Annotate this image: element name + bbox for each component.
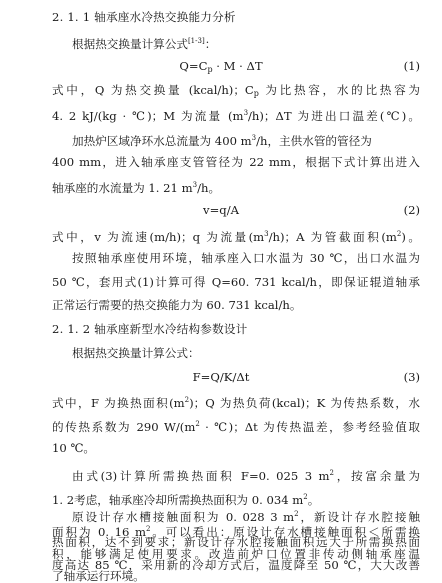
text: /h)；A 为管截面积(m bbox=[268, 230, 397, 244]
subscript: p bbox=[253, 89, 259, 98]
paragraph-line bbox=[72, 127, 442, 149]
paragraph-line bbox=[52, 271, 420, 293]
text: 50 ℃，套用式(1)计算可得 Q=60. 731 kcal/h，即保证辊道轴承 bbox=[52, 275, 420, 289]
equation-3 bbox=[0, 366, 442, 388]
section-heading-2-1-2 bbox=[52, 318, 442, 340]
text: 由式(3)计算所需换热面积 F=0. 025 3 m bbox=[72, 469, 330, 483]
text: )。 bbox=[401, 230, 420, 244]
text: 根据热交换量计算公式： bbox=[72, 346, 200, 360]
equation-text: v=q/A bbox=[203, 203, 239, 217]
text: 了轴承运行环境。 bbox=[52, 569, 145, 583]
section-heading-2-1-1 bbox=[52, 6, 442, 28]
paragraph-line bbox=[72, 342, 442, 364]
text: /h。 bbox=[197, 181, 221, 195]
superscript: 2 bbox=[294, 510, 299, 518]
citation-ref: [1-3] bbox=[187, 37, 205, 45]
superscript: 2 bbox=[303, 493, 308, 501]
subscript: p bbox=[207, 65, 213, 74]
paragraph-line bbox=[52, 389, 420, 411]
superscript: 3 bbox=[243, 109, 249, 117]
text: 式中，F 为换热面积(m bbox=[52, 396, 185, 410]
paragraph-line bbox=[52, 102, 420, 124]
text: 积，能够满足使用要求。改造前炉口位置非传动侧轴承座温 bbox=[52, 547, 420, 561]
paragraph-line bbox=[52, 174, 442, 196]
superscript: 2 bbox=[145, 525, 151, 533]
text: )；Q 为热负荷(kcal)；K 为传热系数，水 bbox=[189, 396, 420, 410]
paragraph-line bbox=[52, 413, 420, 435]
equation-text: · M · ΔT bbox=[212, 59, 263, 73]
text: ： bbox=[204, 37, 217, 51]
paragraph-line bbox=[52, 151, 420, 173]
superscript: 3 bbox=[264, 230, 269, 238]
paragraph-line bbox=[52, 79, 420, 101]
text: 1. 2考虑，轴承座冷却所需换热面积为 0. 034 m bbox=[52, 493, 304, 507]
text: 式中，Q 为热交换量 (kcal/h)；C bbox=[52, 83, 254, 97]
text: 10 ℃。 bbox=[52, 441, 96, 455]
text: 式中，v 为流速(m/h)；q 为流量(m bbox=[52, 230, 265, 244]
equation-text: Q=C bbox=[179, 59, 208, 73]
equation-1 bbox=[0, 55, 442, 77]
paragraph-line bbox=[52, 570, 442, 582]
text: 为比热容，水的比热容为 bbox=[258, 83, 420, 97]
text: 正常运行需要的热交换能力为 60. 731 kcal/h。 bbox=[52, 298, 302, 312]
equation-number: (3) bbox=[403, 370, 420, 384]
text: ，新设计存水腔接触 bbox=[298, 510, 420, 524]
text: 的传热系数为 290 W/(m bbox=[52, 420, 196, 434]
text: /h，主供水管的管径为 bbox=[256, 134, 372, 148]
text: ，按富余量为 bbox=[333, 469, 420, 483]
heading-text: 2. 1. 2 轴承座新型水冷结构参数设计 bbox=[52, 322, 248, 336]
paragraph-line bbox=[72, 30, 442, 52]
paragraph-line bbox=[52, 294, 442, 316]
text: · ℃)；Δt 为传热温差，参考经验值取 bbox=[199, 420, 420, 434]
heading-text: 2. 1. 1 轴承座水冷热交换能力分析 bbox=[52, 10, 236, 24]
text: 按照轴承座使用环境，轴承座入口水温为 30 ℃，出口水温为 bbox=[72, 251, 420, 265]
text: 400 mm，进入轴承座支管管径为 22 mm，根据下式计算出进入 bbox=[52, 155, 420, 169]
paragraph-line bbox=[72, 505, 420, 523]
superscript: 2 bbox=[184, 396, 190, 404]
text: 面积为 0. 16 m bbox=[52, 525, 146, 539]
text: /h)；ΔT 为进出口温差(℃)。 bbox=[248, 109, 420, 123]
text: 热面积，达不到要求；新设计存水腔接触面积远大于所需换热面 bbox=[52, 535, 420, 549]
text: 根据热交换量计算公式 bbox=[72, 37, 188, 51]
paragraph-line bbox=[72, 247, 420, 269]
paragraph-line bbox=[72, 462, 420, 484]
equation-number: (2) bbox=[403, 203, 420, 217]
paragraph-line bbox=[52, 223, 420, 245]
equation-number: (1) bbox=[403, 59, 420, 73]
text: 4. 2 kJ/(kg · ℃)；M 为流量 (m bbox=[52, 109, 244, 123]
text: 。 bbox=[307, 493, 320, 507]
text: 。可以看出：原设计存水槽接触面积＜所需换 bbox=[150, 525, 420, 539]
superscript: 2 bbox=[329, 469, 334, 477]
text: 加热炉区域净环水总流量为 400 m bbox=[72, 134, 252, 148]
paragraph-line bbox=[52, 437, 442, 459]
superscript: 2 bbox=[396, 230, 402, 238]
text: 度高达 85 ℃，采用新的冷却方式后，温度降至 50 ℃，大大改善 bbox=[52, 558, 420, 572]
equation-text: F=Q/K/Δt bbox=[192, 370, 250, 384]
text: 原设计存水槽接触面积为 0. 028 3 m bbox=[72, 510, 295, 524]
text: 轴承座的水流量为 1. 21 m bbox=[52, 181, 193, 195]
equation-2 bbox=[0, 199, 442, 221]
superscript: 3 bbox=[192, 181, 198, 189]
superscript: 3 bbox=[251, 134, 257, 142]
superscript: 2 bbox=[195, 420, 200, 428]
